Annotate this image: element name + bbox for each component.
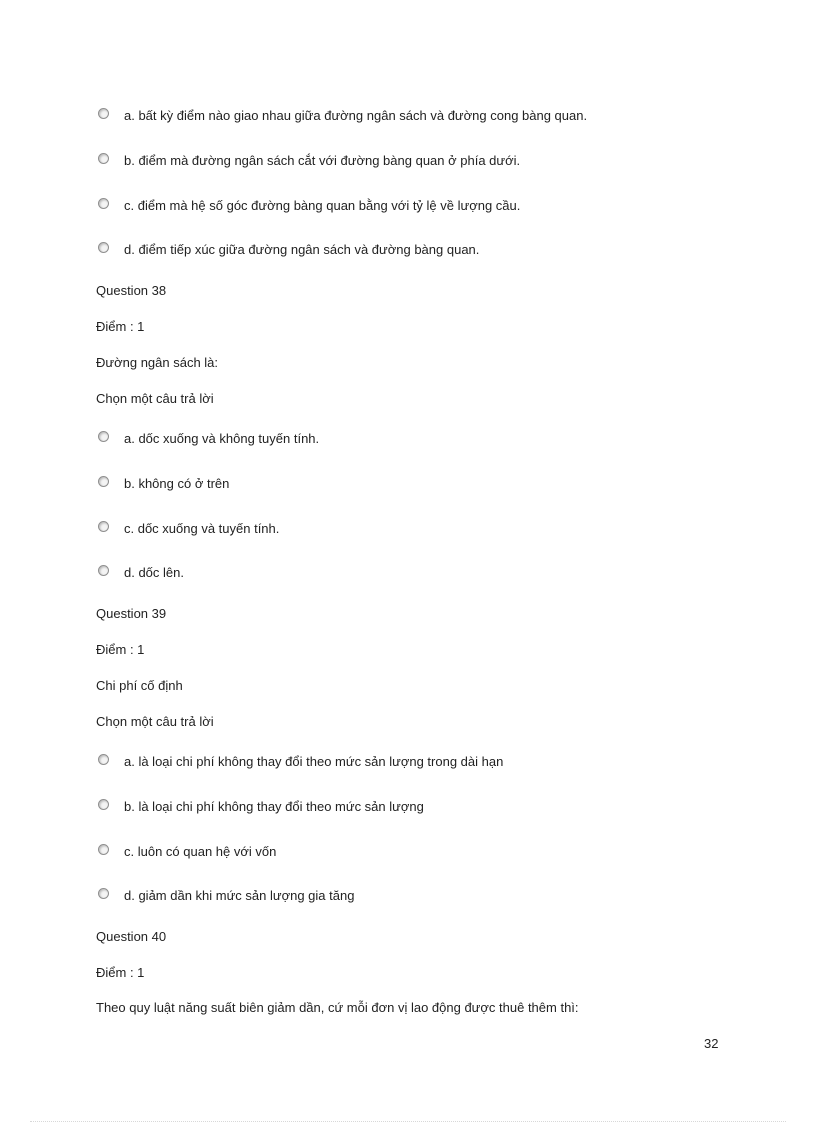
- q37-option-d[interactable]: [98, 241, 479, 259]
- radio-button[interactable]: [98, 799, 109, 810]
- question-39-instruction: Chọn một câu trả lời: [96, 714, 214, 729]
- option-text: b. điểm mà đường ngân sách cắt với đường bàng quan ở phía dưới.: [124, 153, 521, 168]
- question-38-points: Điểm : 1: [96, 319, 145, 334]
- option-text: d. giảm dần khi mức sản lượng gia tăng: [124, 888, 355, 903]
- question-38-prompt: Đường ngân sách là:: [96, 355, 219, 370]
- radio-button[interactable]: [98, 521, 109, 532]
- radio-button[interactable]: [98, 108, 109, 119]
- option-text: a. bất kỳ điểm nào giao nhau giữa đường ngân sách và đường cong bàng quan.: [124, 108, 588, 123]
- q39-option-d[interactable]: [98, 887, 354, 905]
- radio-button[interactable]: [98, 754, 109, 765]
- q37-option-a[interactable]: [98, 107, 587, 125]
- option-text: b. không có ở trên: [124, 476, 230, 491]
- radio-button[interactable]: [98, 476, 109, 487]
- option-text: a. dốc xuống và không tuyến tính.: [124, 431, 320, 446]
- q39-option-b[interactable]: [98, 798, 424, 816]
- q37-option-c[interactable]: [98, 197, 520, 215]
- q39-option-c[interactable]: [98, 843, 276, 861]
- radio-button[interactable]: [98, 431, 109, 442]
- question-38-label: Question 38: [96, 283, 167, 298]
- q37-option-b[interactable]: [98, 152, 520, 170]
- q38-option-d[interactable]: [98, 564, 184, 582]
- page-number: 32: [704, 1036, 719, 1051]
- option-text: d. điểm tiếp xúc giữa đường ngân sách và đường bàng quan.: [124, 242, 480, 257]
- q38-option-b[interactable]: [98, 475, 229, 493]
- option-text: d. dốc lên.: [124, 565, 184, 580]
- q38-option-c[interactable]: [98, 520, 279, 538]
- question-40-points: Điểm : 1: [96, 965, 145, 980]
- radio-button[interactable]: [98, 153, 109, 164]
- question-39-label: Question 39: [96, 606, 167, 621]
- radio-button[interactable]: [98, 198, 109, 209]
- option-text: c. dốc xuống và tuyến tính.: [124, 521, 280, 536]
- question-39-points: Điểm : 1: [96, 642, 145, 657]
- option-text: a. là loại chi phí không thay đổi theo mức sản lượng trong dài hạn: [124, 754, 504, 769]
- question-39-prompt: Chi phí cố định: [96, 678, 183, 693]
- radio-button[interactable]: [98, 242, 109, 253]
- radio-button[interactable]: [98, 565, 109, 576]
- page-bottom-divider: [30, 1121, 786, 1122]
- question-40-prompt: Theo quy luật năng suất biên giảm dần, cứ mỗi đơn vị lao động được thuê thêm thì:: [96, 1000, 579, 1015]
- question-40-label: Question 40: [96, 929, 167, 944]
- option-text: c. luôn có quan hệ với vốn: [124, 844, 277, 859]
- radio-button[interactable]: [98, 888, 109, 899]
- option-text: c. điểm mà hệ số góc đường bàng quan bằng với tỷ lệ về lượng cầu.: [124, 198, 521, 213]
- q39-option-a[interactable]: [98, 753, 503, 771]
- option-text: b. là loại chi phí không thay đổi theo mức sản lượng: [124, 799, 424, 814]
- question-38-instruction: Chọn một câu trả lời: [96, 391, 214, 406]
- q38-option-a[interactable]: [98, 430, 319, 448]
- radio-button[interactable]: [98, 844, 109, 855]
